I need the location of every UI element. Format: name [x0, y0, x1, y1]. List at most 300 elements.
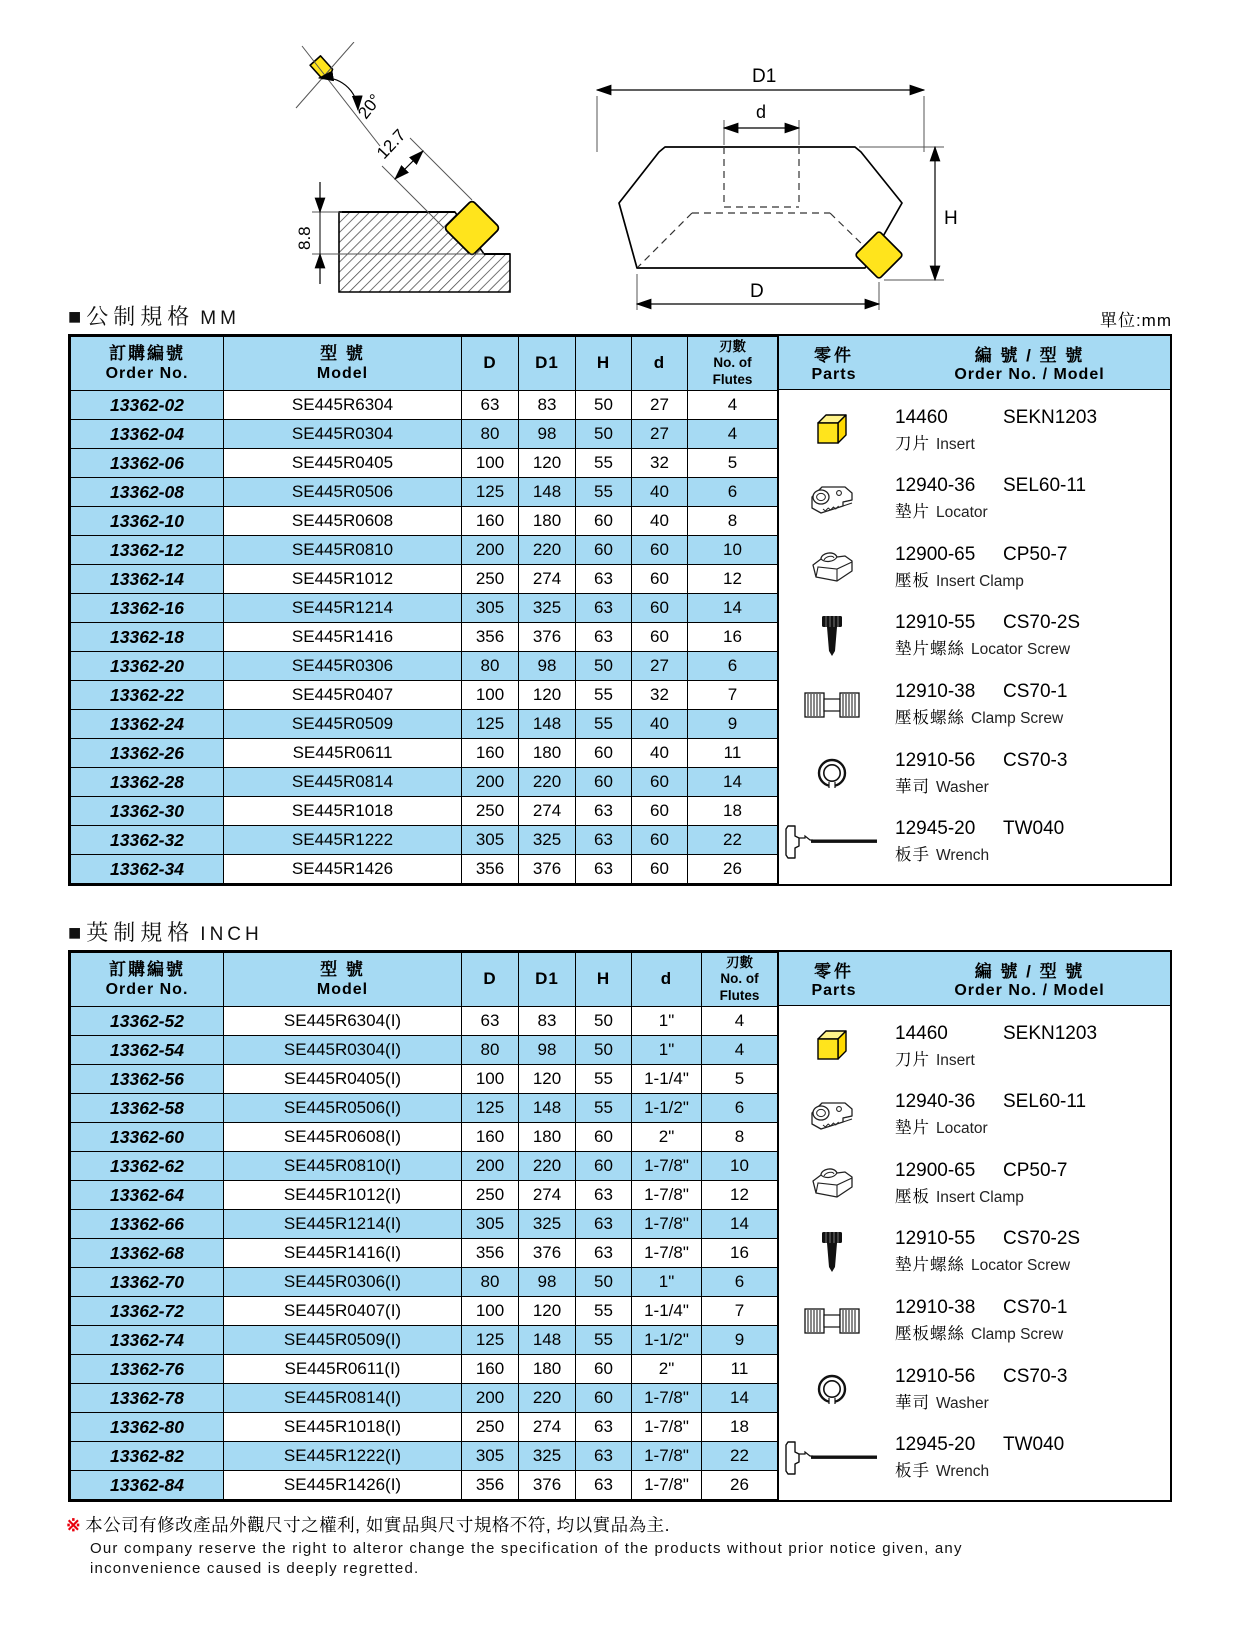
- d-cell: 125: [462, 1094, 519, 1123]
- parts-model-header-en: Order No. / Model: [954, 366, 1105, 383]
- d-cell: 160: [462, 1355, 519, 1384]
- small-d-cell: 1-7/8": [632, 1181, 702, 1210]
- model-cell: SE445R0506: [224, 478, 462, 507]
- inch-parts-panel: [778, 952, 1170, 1500]
- part-entry: [779, 677, 1170, 733]
- part-entry: [779, 539, 1170, 595]
- flutes-cell: 7: [702, 1297, 778, 1326]
- model-cell: SE445R0304(I): [224, 1036, 462, 1065]
- order-no-cell: 13362-84: [71, 1471, 224, 1500]
- small-d-cell: 40: [632, 478, 688, 507]
- part-name-zh: 壓板: [895, 1187, 930, 1206]
- part-model: SEKN1203: [1003, 1022, 1098, 1044]
- d-cell: 100: [462, 1065, 519, 1094]
- part-order-no: 12945-20: [895, 1434, 976, 1456]
- model-cell: SE445R0506(I): [224, 1094, 462, 1123]
- locator-screw-icon: [779, 1230, 885, 1274]
- model-cell: SE445R0814: [224, 768, 462, 797]
- small-d-cell: 1-1/2": [632, 1094, 702, 1123]
- h-cell: 55: [576, 710, 632, 739]
- part-order-no: 12910-38: [895, 681, 976, 703]
- table-row: [71, 1384, 778, 1413]
- d1-cell: 83: [519, 1007, 576, 1036]
- part-model: CS70-2S: [1003, 612, 1081, 634]
- flutes-cell: 4: [702, 1036, 778, 1065]
- order-no-cell: 13362-22: [71, 681, 224, 710]
- d1-cell: 83: [519, 391, 576, 420]
- d1-cell: 98: [519, 420, 576, 449]
- part-name-zh: 板手: [895, 846, 930, 865]
- part-order-no: 12945-20: [895, 818, 976, 840]
- small-d-cell: 1-7/8": [632, 1413, 702, 1442]
- column-header-flutes: 刃數 No. of Flutes: [688, 337, 778, 391]
- h-cell: 63: [576, 1413, 632, 1442]
- d1-cell: 180: [519, 1355, 576, 1384]
- part-entry: [779, 1361, 1170, 1417]
- insert-icon: [779, 1027, 885, 1065]
- part-entry: [779, 1087, 1170, 1143]
- d-cell: 80: [462, 1036, 519, 1065]
- part-name-en: Wrench: [936, 847, 990, 865]
- small-d-cell: 27: [632, 652, 688, 681]
- small-d-cell: 1-1/4": [632, 1297, 702, 1326]
- h-cell: 60: [576, 507, 632, 536]
- column-header-d1: D1: [519, 337, 576, 391]
- table-row: [71, 1007, 778, 1036]
- h-cell: 60: [576, 1355, 632, 1384]
- d1-cell: 325: [519, 594, 576, 623]
- part-model: SEKN1203: [1003, 406, 1098, 428]
- table-row: [71, 855, 778, 884]
- model-cell: SE445R0407(I): [224, 1297, 462, 1326]
- flutes-cell: 6: [702, 1268, 778, 1297]
- model-cell: SE445R0611(I): [224, 1355, 462, 1384]
- model-cell: SE445R1222(I): [224, 1442, 462, 1471]
- small-d-cell: 40: [632, 710, 688, 739]
- d1-cell: 325: [519, 826, 576, 855]
- table-row: [71, 594, 778, 623]
- mm-spec-columns: [70, 336, 778, 884]
- model-cell: SE445R0407: [224, 681, 462, 710]
- d-bore-dimension-label: d: [756, 102, 767, 122]
- table-row: [71, 478, 778, 507]
- flutes-cell: 8: [702, 1123, 778, 1152]
- insert-clamp-icon: [779, 548, 885, 586]
- table-row: [71, 1355, 778, 1384]
- order-no-cell: 13362-08: [71, 478, 224, 507]
- inch-section-header: [68, 916, 1172, 947]
- model-cell: SE445R6304: [224, 391, 462, 420]
- flutes-cell: 10: [702, 1152, 778, 1181]
- part-name-zh: 刀片: [895, 434, 930, 453]
- h-cell: 60: [576, 739, 632, 768]
- part-name-zh: 壓板螺絲: [895, 709, 965, 728]
- d1-cell: 376: [519, 1239, 576, 1268]
- h-cell: 50: [576, 420, 632, 449]
- order-no-cell: 13362-06: [71, 449, 224, 478]
- column-header-d: D: [462, 953, 519, 1007]
- order-no-cell: 13362-58: [71, 1094, 224, 1123]
- model-cell: SE445R1426(I): [224, 1471, 462, 1500]
- d-cell: 100: [462, 1297, 519, 1326]
- table-row: [71, 1094, 778, 1123]
- part-entry: [779, 1155, 1170, 1211]
- h-cell: 55: [576, 1094, 632, 1123]
- h-cell: 63: [576, 826, 632, 855]
- model-cell: SE445R1214(I): [224, 1210, 462, 1239]
- part-entry: [779, 1293, 1170, 1349]
- flutes-cell: 18: [702, 1413, 778, 1442]
- model-cell: SE445R1012(I): [224, 1181, 462, 1210]
- table-row: [71, 1326, 778, 1355]
- part-order-no: 12940-36: [895, 1091, 976, 1113]
- parts-header-zh: 零件: [814, 962, 854, 981]
- d-dimension-label: D: [750, 281, 764, 302]
- small-d-cell: 27: [632, 391, 688, 420]
- note-mark: ※: [66, 1515, 82, 1535]
- parts-header: [779, 336, 1170, 390]
- model-cell: SE445R0306(I): [224, 1268, 462, 1297]
- locator-screw-icon: [779, 614, 885, 658]
- washer-icon: [779, 753, 885, 793]
- model-cell: SE445R0304: [224, 420, 462, 449]
- h-cell: 60: [576, 1123, 632, 1152]
- model-cell: SE445R0608(I): [224, 1123, 462, 1152]
- h-cell: 63: [576, 1471, 632, 1500]
- inch-spec-table: [68, 950, 1172, 1502]
- order-no-cell: 13362-16: [71, 594, 224, 623]
- flutes-cell: 9: [688, 710, 778, 739]
- part-order-no: 12910-56: [895, 1365, 976, 1387]
- flutes-cell: 11: [702, 1355, 778, 1384]
- h-cell: 50: [576, 1268, 632, 1297]
- h-cell: 60: [576, 1384, 632, 1413]
- d-cell: 356: [462, 855, 519, 884]
- d1-cell: 325: [519, 1210, 576, 1239]
- model-cell: SE445R1018(I): [224, 1413, 462, 1442]
- column-header-small-d: d: [632, 337, 688, 391]
- h-cell: 63: [576, 1239, 632, 1268]
- small-d-cell: 60: [632, 768, 688, 797]
- small-d-cell: 40: [632, 739, 688, 768]
- flutes-cell: 4: [702, 1007, 778, 1036]
- table-row: [71, 1210, 778, 1239]
- inch-section-title: [68, 916, 263, 947]
- disclaimer-zh: 本公司有修改產品外觀尺寸之權利, 如實品與尺寸規格不符, 均以實品為主.: [85, 1515, 670, 1535]
- flutes-cell: 5: [688, 449, 778, 478]
- table-row: [71, 1065, 778, 1094]
- d1-cell: 220: [519, 1152, 576, 1181]
- model-cell: SE445R0810: [224, 536, 462, 565]
- d1-cell: 274: [519, 797, 576, 826]
- part-model: TW040: [1003, 1434, 1065, 1456]
- d-cell: 305: [462, 1210, 519, 1239]
- order-no-cell: 13362-74: [71, 1326, 224, 1355]
- h-cell: 63: [576, 594, 632, 623]
- parts-model-header-en: Order No. / Model: [954, 982, 1105, 999]
- part-name-en: Insert Clamp: [936, 1188, 1024, 1206]
- part-model: CS70-1: [1003, 681, 1068, 703]
- inch-title-zh: ■英制規格: [68, 920, 195, 945]
- h-cell: 55: [576, 1297, 632, 1326]
- d-cell: 100: [462, 449, 519, 478]
- flutes-cell: 26: [702, 1471, 778, 1500]
- model-cell: SE445R0814(I): [224, 1384, 462, 1413]
- table-row: [71, 652, 778, 681]
- table-row: [71, 1239, 778, 1268]
- order-no-cell: 13362-10: [71, 507, 224, 536]
- d1-cell: 148: [519, 1326, 576, 1355]
- table-row: [71, 1036, 778, 1065]
- d-cell: 80: [462, 420, 519, 449]
- d-cell: 125: [462, 1326, 519, 1355]
- order-no-cell: 13362-30: [71, 797, 224, 826]
- table-row: [71, 565, 778, 594]
- small-d-cell: 2": [632, 1123, 702, 1152]
- order-no-cell: 13362-82: [71, 1442, 224, 1471]
- order-no-cell: 13362-32: [71, 826, 224, 855]
- flutes-cell: 8: [688, 507, 778, 536]
- d-cell: 305: [462, 1442, 519, 1471]
- flutes-cell: 14: [688, 594, 778, 623]
- small-d-cell: 40: [632, 507, 688, 536]
- small-d-cell: 60: [632, 826, 688, 855]
- small-d-cell: 1": [632, 1007, 702, 1036]
- d-cell: 356: [462, 1471, 519, 1500]
- d-cell: 305: [462, 594, 519, 623]
- insert-icon: [779, 411, 885, 449]
- order-no-cell: 13362-02: [71, 391, 224, 420]
- order-no-cell: 13362-14: [71, 565, 224, 594]
- d1-cell: 376: [519, 623, 576, 652]
- order-no-cell: 13362-26: [71, 739, 224, 768]
- part-order-no: 12900-65: [895, 543, 976, 565]
- d-cell: 250: [462, 797, 519, 826]
- table-row: [71, 507, 778, 536]
- depth-label: 8.8: [295, 226, 314, 250]
- parts-header-en: Parts: [811, 982, 857, 999]
- cutter-body-diagram: [572, 52, 972, 324]
- small-d-cell: 32: [632, 681, 688, 710]
- d1-cell: 220: [519, 536, 576, 565]
- h-cell: 55: [576, 449, 632, 478]
- h-cell: 50: [576, 652, 632, 681]
- flutes-cell: 14: [702, 1384, 778, 1413]
- insert-geometry-diagram: [262, 42, 592, 308]
- part-order-no: 12940-36: [895, 475, 976, 497]
- flutes-cell: 12: [702, 1181, 778, 1210]
- d1-cell: 180: [519, 507, 576, 536]
- model-cell: SE445R0306: [224, 652, 462, 681]
- d-cell: 250: [462, 565, 519, 594]
- clamp-screw-icon: [779, 1306, 885, 1336]
- h-cell: 63: [576, 1210, 632, 1239]
- part-entry: [779, 608, 1170, 664]
- small-d-cell: 60: [632, 623, 688, 652]
- flutes-cell: 22: [702, 1442, 778, 1471]
- column-header-model: 型 號 Model: [224, 953, 462, 1007]
- part-entry: [779, 814, 1170, 870]
- table-row: [71, 1152, 778, 1181]
- part-name-en: Washer: [936, 1394, 989, 1412]
- d1-cell: 98: [519, 652, 576, 681]
- table-row: [71, 1297, 778, 1326]
- table-row: [71, 1413, 778, 1442]
- insert-clamp-icon: [779, 1164, 885, 1202]
- d1-cell: 274: [519, 1413, 576, 1442]
- h-cell: 50: [576, 391, 632, 420]
- part-name-zh: 墊片螺絲: [895, 640, 965, 659]
- h-cell: 60: [576, 536, 632, 565]
- part-name-en: Clamp Screw: [971, 1326, 1064, 1344]
- small-d-cell: 1-7/8": [632, 1239, 702, 1268]
- h-cell: 55: [576, 681, 632, 710]
- order-no-cell: 13362-78: [71, 1384, 224, 1413]
- h-cell: 63: [576, 565, 632, 594]
- part-entry: [779, 402, 1170, 458]
- d-cell: 80: [462, 652, 519, 681]
- part-entry: [779, 1224, 1170, 1280]
- part-name-zh: 壓板螺絲: [895, 1325, 965, 1344]
- d1-cell: 120: [519, 449, 576, 478]
- part-name-zh: 壓板: [895, 571, 930, 590]
- d-cell: 250: [462, 1413, 519, 1442]
- part-entry: [779, 1018, 1170, 1074]
- order-no-cell: 13362-28: [71, 768, 224, 797]
- h-cell: 55: [576, 1326, 632, 1355]
- table-row: [71, 826, 778, 855]
- wrench-icon: [779, 823, 885, 861]
- small-d-cell: 60: [632, 565, 688, 594]
- disclaimer: [66, 1512, 1176, 1577]
- d-cell: 160: [462, 739, 519, 768]
- part-name-en: Locator: [936, 504, 988, 522]
- order-no-cell: 13362-34: [71, 855, 224, 884]
- d1-cell: 220: [519, 768, 576, 797]
- order-no-cell: 13362-54: [71, 1036, 224, 1065]
- disclaimer-en-line1: Our company reserve the right to alteror change the specification of the products without prior notice given, any: [90, 1540, 963, 1557]
- table-row: [71, 1471, 778, 1500]
- flutes-cell: 6: [688, 652, 778, 681]
- table-row: [71, 536, 778, 565]
- d1-cell: 120: [519, 1065, 576, 1094]
- order-no-cell: 13362-62: [71, 1152, 224, 1181]
- d1-cell: 220: [519, 1384, 576, 1413]
- part-name-en: Wrench: [936, 1463, 990, 1481]
- d-cell: 160: [462, 1123, 519, 1152]
- d-cell: 200: [462, 536, 519, 565]
- part-name-zh: 墊片: [895, 503, 930, 522]
- column-header-d1: D1: [519, 953, 576, 1007]
- d1-cell: 148: [519, 478, 576, 507]
- d-cell: 63: [462, 391, 519, 420]
- d-cell: 200: [462, 768, 519, 797]
- part-order-no: 12900-65: [895, 1159, 976, 1181]
- d-cell: 63: [462, 1007, 519, 1036]
- d1-cell: 98: [519, 1268, 576, 1297]
- d1-dimension-label: D1: [752, 66, 777, 87]
- d1-cell: 148: [519, 1094, 576, 1123]
- model-cell: SE445R0405: [224, 449, 462, 478]
- h-dimension-label: H: [944, 208, 958, 229]
- order-no-cell: 13362-60: [71, 1123, 224, 1152]
- flutes-cell: 4: [688, 391, 778, 420]
- mm-spec-table: [68, 334, 1172, 886]
- locator-icon: [779, 479, 885, 519]
- part-order-no: 12910-55: [895, 612, 976, 634]
- d1-cell: 120: [519, 1297, 576, 1326]
- flutes-cell: 22: [688, 826, 778, 855]
- flutes-cell: 26: [688, 855, 778, 884]
- parts-model-header-zh: 編 號 / 型 號: [974, 962, 1085, 981]
- part-order-no: 14460: [895, 1022, 948, 1044]
- d-cell: 356: [462, 1239, 519, 1268]
- table-row: [71, 391, 778, 420]
- model-cell: SE445R1426: [224, 855, 462, 884]
- part-model: SEL60-11: [1003, 1091, 1087, 1113]
- table-row: [71, 1123, 778, 1152]
- part-name-en: Clamp Screw: [971, 710, 1064, 728]
- flutes-cell: 7: [688, 681, 778, 710]
- table-row: [71, 681, 778, 710]
- small-d-cell: 1-7/8": [632, 1384, 702, 1413]
- d1-cell: 274: [519, 1181, 576, 1210]
- order-no-cell: 13362-80: [71, 1413, 224, 1442]
- disclaimer-en-line2: inconvenience caused is deeply regretted.: [90, 1560, 420, 1577]
- part-order-no: 12910-55: [895, 1228, 976, 1250]
- flutes-cell: 16: [688, 623, 778, 652]
- flutes-cell: 5: [702, 1065, 778, 1094]
- d1-cell: 180: [519, 739, 576, 768]
- wrench-icon: [779, 1439, 885, 1477]
- order-no-cell: 13362-70: [71, 1268, 224, 1297]
- d1-cell: 376: [519, 855, 576, 884]
- column-header-d: D: [462, 337, 519, 391]
- small-d-cell: 1-7/8": [632, 1152, 702, 1181]
- table-row: [71, 420, 778, 449]
- d-cell: 200: [462, 1152, 519, 1181]
- model-cell: SE445R0608: [224, 507, 462, 536]
- order-no-cell: 13362-20: [71, 652, 224, 681]
- d1-cell: 376: [519, 1471, 576, 1500]
- h-cell: 50: [576, 1007, 632, 1036]
- part-name-en: Locator: [936, 1120, 988, 1138]
- model-cell: SE445R1214: [224, 594, 462, 623]
- table-row: [71, 768, 778, 797]
- h-cell: 63: [576, 623, 632, 652]
- locator-icon: [779, 1095, 885, 1135]
- table-row: [71, 1268, 778, 1297]
- column-header-order: 訂購編號 Order No.: [71, 337, 224, 391]
- order-no-cell: 13362-24: [71, 710, 224, 739]
- part-order-no: 12910-56: [895, 749, 976, 771]
- flutes-cell: 4: [688, 420, 778, 449]
- column-header-h: H: [576, 337, 632, 391]
- order-no-cell: 13362-56: [71, 1065, 224, 1094]
- header-row: [71, 953, 778, 1007]
- table-row: [71, 1181, 778, 1210]
- part-model: CS70-2S: [1003, 1228, 1081, 1250]
- small-d-cell: 2": [632, 1355, 702, 1384]
- model-cell: SE445R1416(I): [224, 1239, 462, 1268]
- h-cell: 60: [576, 1152, 632, 1181]
- header-row: [71, 337, 778, 391]
- table-row: [71, 449, 778, 478]
- clamp-screw-icon: [779, 690, 885, 720]
- part-name-en: Washer: [936, 778, 989, 796]
- small-d-cell: 1": [632, 1036, 702, 1065]
- flutes-cell: 6: [688, 478, 778, 507]
